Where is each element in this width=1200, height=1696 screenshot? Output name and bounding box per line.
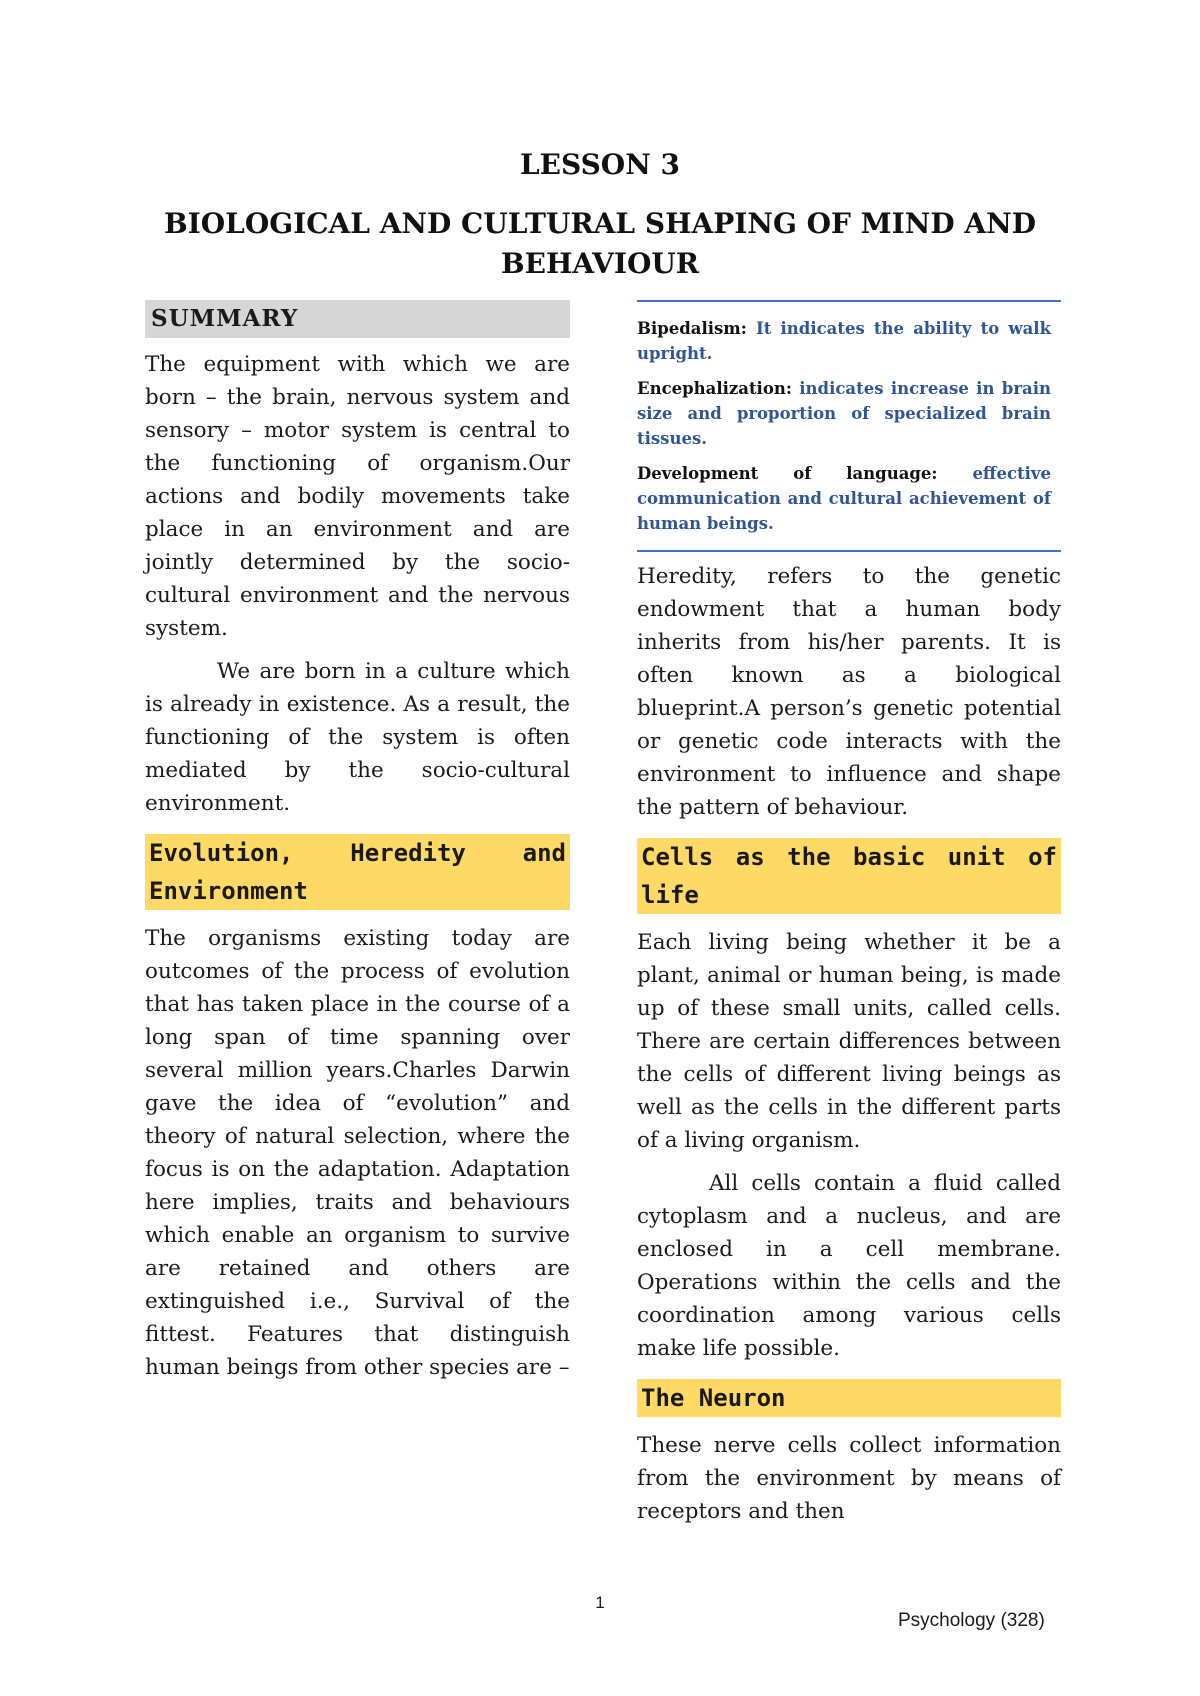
page-title: BIOLOGICAL AND CULTURAL SHAPING OF MIND AND BEHAVIOUR [164,207,1036,280]
heredity-paragraph: Heredity, refers to the genetic endowment that a human body inherits from his/her parents. It is often known as a biological blueprint.A person’s genetic potential or genetic code interacts with the environment to influence and shape the pattern of behaviour. [637,564,1061,820]
definition-language [637,461,1051,536]
definition-term: Bipedalism: [637,319,747,338]
cells-paragraph-2: All cells contain a fluid called cytoplasm and a nucleus, and are enclosed in a cell membrane. Operations within the cells and the coordination among various cells make life possible. [637,1171,1061,1361]
definition-term: Development of language: [637,464,938,483]
summary-paragraph-1: The equipment with which we are born – the brain, nervous system and sensory – motor system is central to the functioning of organism.Our actions and bodily movements take place in an environment and are jointly determined by the socio-cultural environment and the nervous system. [145,352,570,641]
definition-encephalization [637,376,1051,451]
right-column [637,300,1061,1538]
page-number: 1 [595,1593,605,1612]
left-column [145,300,570,1394]
definition-term: Encephalization: [637,379,792,398]
summary-paragraph-2: We are born in a culture which is already in existence. As a result, the functioning of the system is often mediated by the socio-cultural environment. [145,659,570,816]
evolution-paragraph: The organisms existing today are outcomes of the process of evolution that has taken place in the course of a long span of time spanning over several million years.Charles Darwin gave the idea of “evolution” and theory of natural selection, where the focus is on the adaptation. Adaptation here implies, traits and behaviours which enable an organism to survive are retained and others are extinguished i.e., Survival of the fittest. Features that distinguish human beings from other species are – [145,926,570,1380]
cells-heading: Cells as the basic unit of life [637,838,1061,914]
definition-desc: indicates increase in brain size and proportion of specialized brain tissues. [637,379,1051,448]
definition-desc: effective communication and cultural achievement of human beings. [637,464,1051,533]
neuron-heading: The Neuron [637,1379,1061,1417]
summary-heading: SUMMARY [145,300,570,338]
definition-bipedalism [637,316,1051,366]
evolution-heading: Evolution, Heredity and Environment [145,834,570,910]
definitions-box [637,300,1061,552]
course-footer: Psychology (328) [898,1610,1045,1631]
lesson-number: LESSON 3 [519,148,681,181]
definition-desc: It indicates the ability to walk upright. [637,319,1051,363]
neuron-paragraph: These nerve cells collect information from the environment by means of receptors and then [637,1433,1061,1524]
cells-paragraph-1: Each living being whether it be a plant, animal or human being, is made up of these small units, called cells. There are certain differences between the cells of different living beings as well as the cells in the different parts of a living organism. [637,930,1061,1153]
